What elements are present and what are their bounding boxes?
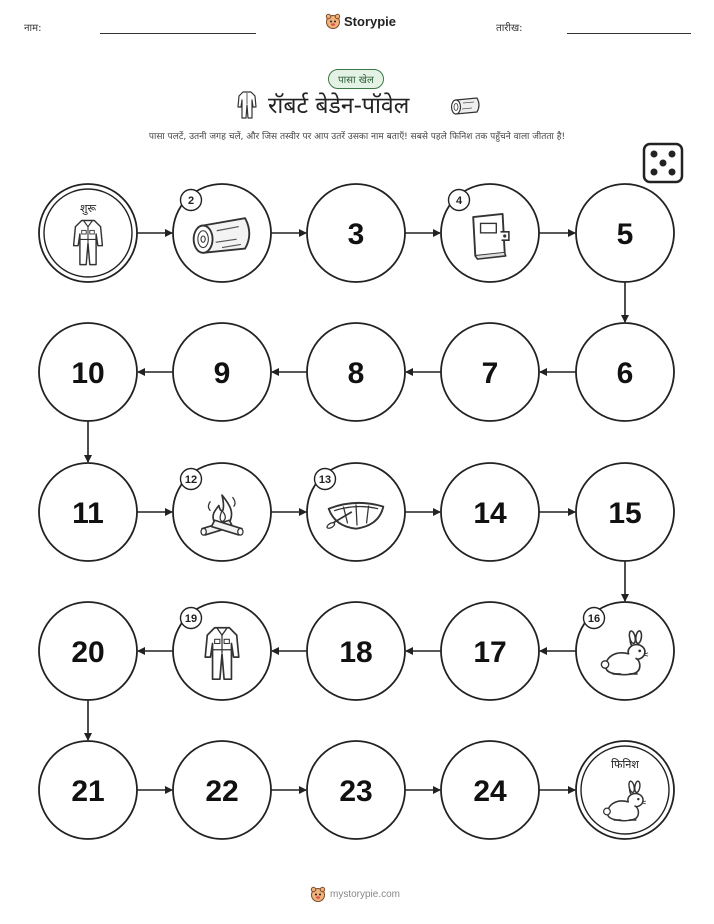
board-space-5: [576, 184, 674, 282]
board-space-6: [576, 323, 674, 421]
footer-url: mystorypie.com: [330, 888, 401, 900]
board-space-8: [307, 323, 405, 421]
finish-label: फिनिश: [611, 759, 639, 771]
board-space-7: [441, 323, 539, 421]
space-number: 4: [455, 195, 463, 207]
date-label: तारीख:: [496, 23, 523, 34]
space-number: 10: [71, 357, 105, 390]
board-space-2: [173, 184, 271, 282]
board-space-14: [441, 463, 539, 561]
brand-name: Storypie: [344, 13, 397, 29]
board-space-24: [441, 741, 539, 839]
board-space-20: [39, 602, 137, 700]
board-space-10: [39, 323, 137, 421]
board-space-15: [576, 463, 674, 561]
board-space-4: [441, 184, 539, 282]
board-space-23: [307, 741, 405, 839]
space-number: 9: [213, 357, 231, 390]
space-number: 22: [205, 775, 239, 808]
board-space-16: [576, 602, 674, 700]
space-number: 19: [184, 613, 198, 625]
start-label: शुरू: [79, 203, 97, 215]
space-number: 14: [473, 497, 507, 530]
space-number: 18: [339, 636, 373, 669]
board-space-17: [441, 602, 539, 700]
space-number: 7: [481, 357, 499, 390]
finish-space: [576, 741, 674, 839]
space-number: 2: [187, 195, 195, 207]
space-number: 5: [616, 218, 634, 251]
space-number: 23: [339, 775, 373, 808]
storypie-mascot-icon: [310, 886, 326, 902]
space-number: 17: [473, 636, 507, 669]
board-space-21: [39, 741, 137, 839]
book-icon: [473, 214, 509, 259]
space-number: 16: [587, 613, 601, 625]
space-number: 21: [71, 775, 105, 808]
name-label: नाम:: [24, 23, 42, 34]
space-number: 8: [347, 357, 365, 390]
board-space-11: [39, 463, 137, 561]
space-number: 11: [72, 497, 104, 530]
board-space-9: [173, 323, 271, 421]
game-type-badge: पासा खेल: [328, 69, 384, 89]
footer: [310, 886, 400, 902]
instructions: पासा पलटें, उतनी जगह चलें, और जिस तस्वीर पर आप उतरें उसका नाम बताएँ! सबसे पहले फिनिश तक पहुँचने वाला जीतता है!: [148, 132, 566, 142]
board-space-12: [173, 463, 271, 561]
space-number: 12: [184, 474, 198, 486]
space-number: 15: [608, 497, 642, 530]
board-space-19: [173, 602, 271, 700]
space-number: 20: [71, 636, 105, 669]
board-space-22: [173, 741, 271, 839]
board-space-18: [307, 602, 405, 700]
space-number: 13: [318, 474, 332, 486]
page-title: रॉबर्ट बेडेन-पॉवेल: [268, 93, 410, 119]
board-space-3: [307, 184, 405, 282]
space-number: 3: [347, 218, 365, 251]
space-number: 24: [473, 775, 507, 808]
board-space-13: [307, 463, 405, 561]
space-number: 6: [616, 357, 634, 390]
start-space: [39, 184, 137, 282]
